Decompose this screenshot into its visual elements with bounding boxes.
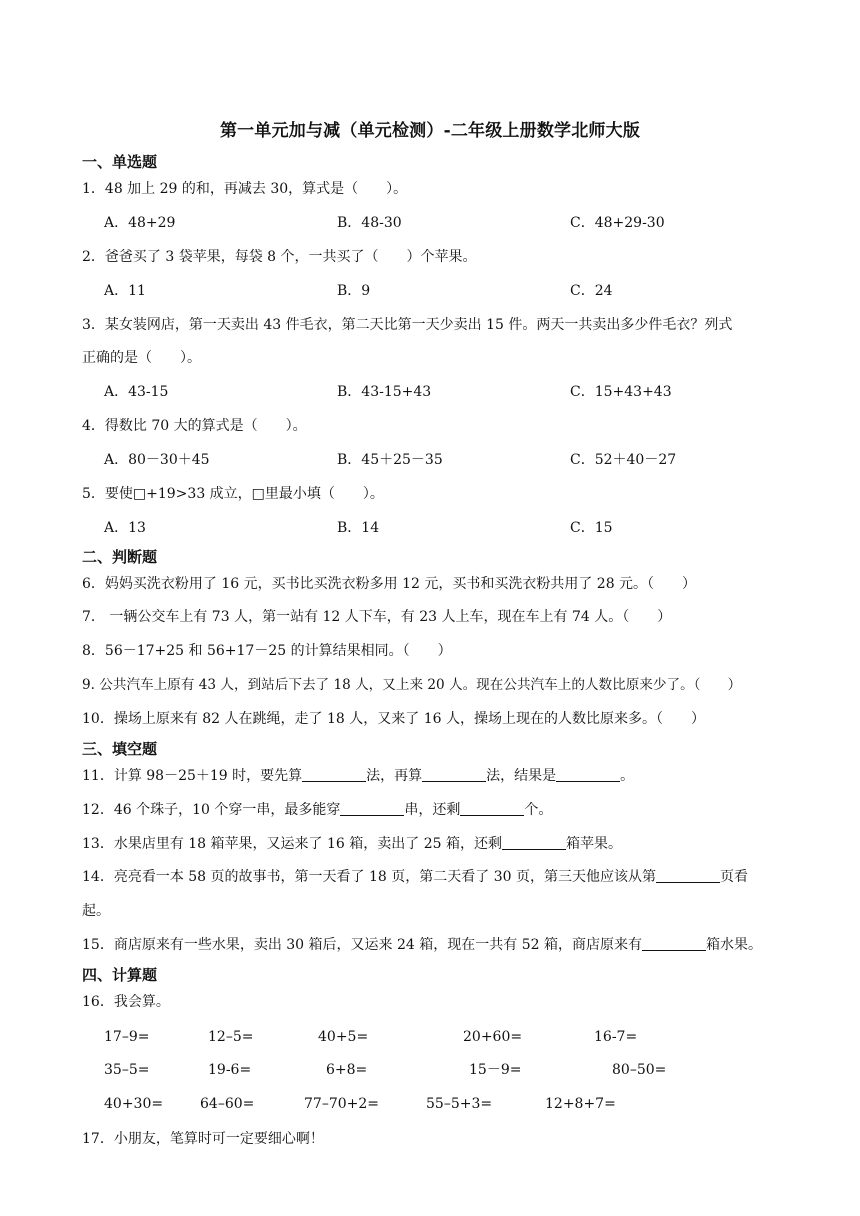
calc-item: 40+30=	[104, 1096, 164, 1112]
question-3-option-c: C．15+43+43	[570, 384, 672, 400]
question-9: 9. 公共汽车上原有 43 人，到站后下去了 18 人，又上来 20 人。现在公共汽车上的人数比原来少了。（ ）	[82, 677, 742, 693]
question-11	[82, 767, 634, 785]
question-5-option-b: B．14	[337, 520, 380, 536]
question-4-option-b: B．45＋25－35	[337, 452, 443, 468]
calc-item: 35–5=	[104, 1062, 150, 1078]
question-11-text-4: 。	[620, 768, 635, 784]
calc-item: 6+8=	[326, 1062, 368, 1078]
question-3: 3．某女装网店，第一天卖出 43 件毛衣，第二天比第一天少卖出 15 件。两天一共卖出多少件毛衣？列式	[82, 317, 733, 333]
calc-item: 15－9=	[469, 1062, 522, 1078]
calc-item: 55–5+3=	[426, 1096, 493, 1112]
question-15-text-1: 15．商店原来有一些水果，卖出 30 箱后，又运来 24 箱，现在一共有 52 箱，商店原来有	[82, 937, 642, 953]
question-2-option-c: C．24	[570, 283, 613, 299]
calc-item: 40+5=	[318, 1029, 369, 1045]
question-14-text-1: 14．亮亮看一本 58 页的故事书，第一天看了 18 页，第二天看了 30 页，第三天他应该从第	[82, 869, 656, 885]
answer-blank[interactable]	[642, 936, 706, 951]
answer-blank[interactable]	[302, 767, 366, 782]
question-10: 10．操场上原来有 82 人在跳绳，走了 18 人，又来了 16 人，操场上现在的人数比原来多。（ ）	[82, 711, 705, 727]
question-12-text-3: 个。	[524, 802, 553, 818]
answer-blank[interactable]	[340, 801, 404, 816]
question-2-option-a: A．11	[104, 283, 146, 299]
answer-blank[interactable]	[656, 868, 720, 883]
question-13-text-2: 箱苹果。	[565, 836, 622, 852]
question-4-option-c: C．52＋40－27	[570, 452, 677, 468]
section-heading-single-choice: 一、单选题	[82, 153, 158, 171]
question-14-text-2: 页看	[719, 869, 748, 885]
question-14-continued: 起。	[82, 903, 110, 919]
calc-item: 64–60=	[200, 1096, 255, 1112]
section-heading-fill-in: 三、填空题	[82, 740, 158, 758]
question-11-text-2: 法，再算	[366, 768, 423, 784]
question-15-text-2: 箱水果。	[705, 937, 762, 953]
section-heading-true-false: 二、判断题	[82, 548, 158, 566]
calc-item: 80–50=	[612, 1062, 667, 1078]
question-5-option-a: A．13	[104, 520, 146, 536]
question-13-text-1: 13．水果店里有 18 箱苹果，又运来了 16 箱，卖出了 25 箱，还剩	[82, 836, 502, 852]
question-4: 4．得数比 70 大的算式是（ ）。	[82, 418, 307, 434]
answer-blank[interactable]	[460, 801, 524, 816]
question-5-option-c: C．15	[570, 520, 613, 536]
question-8: 8．56－17+25 和 56+17－25 的计算结果相同。（ ）	[82, 643, 452, 659]
question-5: 5．要使□+19>33 成立，□里最小填（ ）。	[82, 486, 384, 502]
question-3-option-a: A．43-15	[104, 384, 169, 400]
question-11-text-3: 法，结果是	[486, 768, 557, 784]
question-17: 17．小朋友，笔算时可一定要细心啊！	[82, 1131, 324, 1147]
answer-blank[interactable]	[502, 835, 566, 850]
question-3-continued: 正确的是（ ）。	[82, 350, 201, 366]
question-16: 16．我会算。	[82, 994, 170, 1010]
calc-item: 17–9=	[104, 1029, 150, 1045]
answer-blank[interactable]	[422, 767, 486, 782]
question-12	[82, 801, 552, 819]
question-1-option-b: B．48-30	[337, 215, 402, 231]
calc-item: 12+8+7=	[545, 1096, 616, 1112]
question-2-option-b: B．9	[337, 283, 371, 299]
page-title: 第一单元加与减（单元检测）-二年级上册数学北师大版	[219, 121, 641, 141]
answer-blank[interactable]	[556, 767, 620, 782]
question-12-text-2: 串，还剩	[404, 802, 461, 818]
calc-item: 77–70+2=	[304, 1096, 379, 1112]
question-3-option-b: B．43-15+43	[337, 384, 432, 400]
calc-item: 19-6=	[208, 1062, 252, 1078]
question-11-text-1: 11．计算 98－25＋19 时，要先算	[82, 768, 303, 784]
calc-item: 20+60=	[463, 1029, 523, 1045]
question-4-option-a: A．80－30＋45	[104, 452, 210, 468]
question-1-option-a: A．48+29	[104, 215, 176, 231]
question-7: 7． 一辆公交车上有 73 人，第一站有 12 人下车，有 23 人上车，现在车上有 74 人。（ ）	[82, 609, 672, 625]
section-heading-calculation: 四、计算题	[82, 966, 158, 984]
question-14	[82, 868, 748, 886]
question-1-option-c: C．48+29-30	[570, 215, 665, 231]
calc-item: 16-7=	[594, 1029, 638, 1045]
question-6: 6．妈妈买洗衣粉用了 16 元，买书比买洗衣粉多用 12 元，买书和买洗衣粉共用了 28 元。（ ）	[82, 576, 697, 592]
question-1: 1．48 加上 29 的和，再减去 30，算式是（ ）。	[82, 181, 408, 197]
calc-item: 12–5=	[208, 1029, 254, 1045]
question-2: 2．爸爸买了 3 袋苹果，每袋 8 个，一共买了（ ）个苹果。	[82, 249, 477, 265]
question-15	[82, 936, 762, 954]
question-12-text-1: 12．46 个珠子，10 个穿一串，最多能穿	[82, 802, 341, 818]
question-13	[82, 835, 622, 853]
